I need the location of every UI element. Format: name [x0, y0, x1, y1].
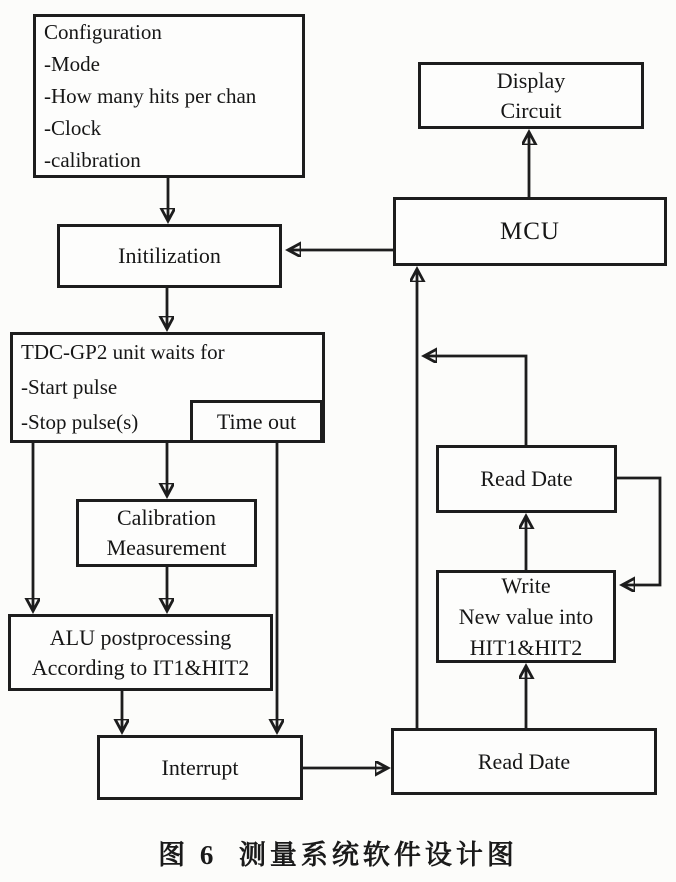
write-line: HIT1&HIT2: [469, 635, 583, 660]
display-circuit-line: Display: [496, 67, 566, 93]
configuration-title: Configuration: [44, 20, 162, 44]
write-line: Write: [501, 573, 551, 598]
node-interrupt: [97, 735, 303, 800]
arrow-read-date-upper-to-trunk: [425, 356, 526, 445]
initialization-label: Initilization: [118, 243, 221, 268]
alu-line: According to IT1&HIT2: [31, 654, 250, 680]
configuration-item: -How many hits per chan: [44, 84, 257, 108]
interrupt-label: Interrupt: [161, 754, 239, 780]
read-date-lower-label: Read Date: [477, 748, 571, 774]
tdc-wait-item: -Start pulse: [21, 375, 118, 399]
configuration-item: -Mode: [44, 52, 100, 76]
node-mcu: [393, 197, 667, 266]
tdc-wait-title: TDC-GP2 unit waits for: [21, 340, 225, 364]
write-line: New value into: [458, 604, 594, 629]
arrow-read-date-upper-loop-to-write: [617, 478, 660, 585]
figure-caption: 图 6 测量系统软件设计图: [158, 840, 518, 870]
configuration-item: -Clock: [44, 116, 102, 140]
node-alu-postprocessing: [8, 614, 273, 691]
tdc-wait-item: -Stop pulse(s): [21, 410, 139, 434]
node-read-date-lower: [391, 728, 657, 795]
node-display-circuit: [418, 62, 644, 129]
node-calibration-measurement: [76, 499, 257, 567]
node-initialization: [57, 224, 282, 288]
read-date-upper-label: Read Date: [480, 466, 573, 491]
calibration-line: Calibration: [117, 505, 216, 530]
calibration-line: Measurement: [106, 535, 227, 560]
node-configuration: [33, 14, 305, 178]
node-time-out: [190, 400, 323, 443]
time-out-label: Time out: [216, 408, 297, 434]
display-circuit-line: Circuit: [500, 97, 562, 123]
mcu-label: MCU: [500, 217, 560, 245]
alu-line: ALU postprocessing: [49, 624, 232, 650]
node-write-new-value: [436, 570, 616, 663]
node-read-date-upper: [436, 445, 617, 513]
configuration-item: -calibration: [44, 148, 141, 172]
